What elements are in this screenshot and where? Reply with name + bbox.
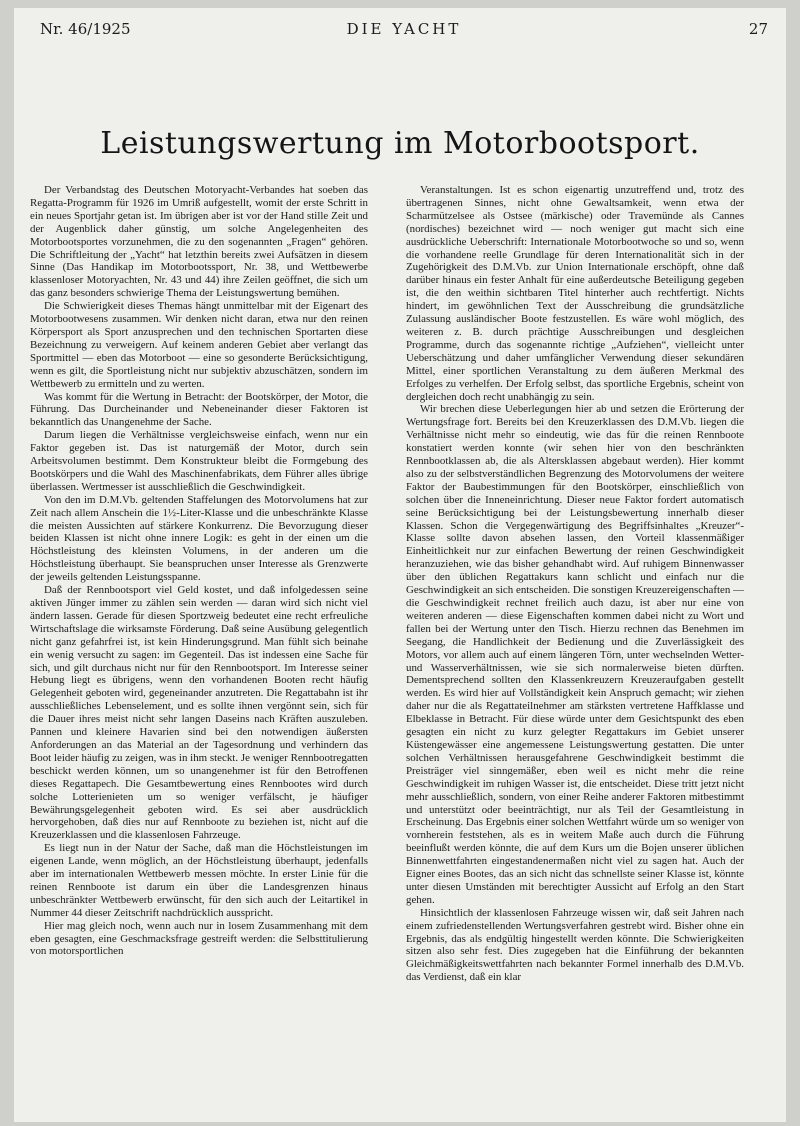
paragraph: Darum liegen die Verhältnisse vergleichsweise einfach, wenn nur ein Faktor gegeben ist. Das ist naturgemäß der Motor, durch sein Arbeitsvolumen bestimmt. Dem Konstrukteur bleibt die Formgebung des Bootskörpers und die Wahl des Maschinenfabrikats, dem Führer alles übrige überlassen. Wertmesser ist ausschließlich die Geschwindigkeit. — [30, 429, 368, 493]
right-column — [406, 184, 744, 1114]
paragraph: Veranstaltungen. Ist es schon eigenartig unzutreffend und, trotz des übertragenen Sinnes, nicht ohne Gewaltsamkeit, wenn etwa der Scharmützelsee als Ostsee (märkische) oder Travemünde als Cannes (nordisches) bezeichnet wird — noch weniger gut macht sich eine ausdrückliche Ueberschrift: Internationale Motorbootwoche so und so, wenn die vorhandene reelle Grundlage für deren Internationalität sich in der Zugehörigkeit des D.M.Vb. zur Union Internationale erschöpft, ohne daß darüber hinaus ein fester Anhalt für eine außerdeutsche Beteiligung gegeben ist, die den weithin sichtbaren Titel hinterher auch rechtfertigt. Nichts hindert, im gewöhnlichen Text der Ausschreibung die grundsätzliche Zulassung ausländischer Boote festzustellen. Es wäre wohl möglich, des weiteren z. B. durch prächtige Ausschreibungen und desgleichen Programme, durch das sogenannte richtige „Aufziehen“, vielleicht unter Ueberschätzung und daher umfänglicher Verwendung dieser sekundären Mittel, einer sportlichen Veranstaltung zu dem äußeren Merkmal des Erfolges zu verhelfen. Der Erfolg selbst, das sportliche Ergebnis, scheint von dergleichen doch recht unabhängig zu sein. — [406, 184, 744, 403]
paragraph: Wir brechen diese Ueberlegungen hier ab und setzen die Erörterung der Wertungsfrage fort. Bereits bei den Kreuzerklassen des D.M.Vb. liegen die Verhältnisse nicht mehr so eindeutig, wie das für die reinen Rennboote konstatiert werden konnte (wir sehen hier von den beschränkten Rennbootklassen ab, die als Altersklassen abgebaut werden). Hier kommt also zu der selbstverständlichen Begrenzung des Motorvolumens der weitere Faktor der Baubestimmungen für den Bootskörper, einschließlich von solchen über die Inneneinrichtung. Dieser neue Faktor fordert automatisch seine Berücksichtigung bei der Leistungsbewertung innerhalb dieser Klassen. Schon die Vergegenwärtigung des Begriffsinhaltes „Kreuzer“-Klasse sollte davon absehen lassen, den Vorteil klassenmäßiger Einheitlichkeit nur zur einfachen Bewertung der reinen Geschwindigkeit heranzuziehen, wie das bisher gehandhabt wird. Auf ruhigem Binnenwasser über den üblichen Regattakurs kann schlicht und einfach nur die Geschwindigkeit an sich entscheiden. Die sonstigen Kreuzereigenschaften — die Geschwindigkeit rechnet freilich auch dazu, ist aber nur eine von weiteren anderen — diese Eigenschaften kommen dabei nicht zu Wort und fallen bei der Wertung unter den Tisch. Hierzu rechnen das Benehmen im Seegang, die Handlichkeit der Bedienung und die Zuverlässigkeit des Motors, vor allem auch auf einem längeren Törn, unter wechselnden Wetter- und Wasserverhältnissen, wie sie sich normalerweise bieten dürften. Dementsprechend sollten den Klassenkreuzern Kreuzeraufgaben gestellt werden. Es wird hier auf Vollständigkeit kein Anspruch gemacht; wir ziehen daher nur die als Regattateilnehmer am stärksten vertretene Haffklasse und Elbeklasse in Betracht. Für diese würde unter dem Gesichtspunkt des eben gesagten ein nicht zu kurz gelegter Regattakurs im Gebiet unserer Küstengewässer eine angemessene Leistungswertung gestatten. Die unter solchen Verhältnissen herausgefahrene Geschwindigkeit bestimmt die Preisträger viel sinngemäßer, eben weil es nicht mehr die reine Geschwindigkeit im ruhigen Wasser ist, die entscheidet. Diese tritt jetzt nicht mehr ausschließlich, sondern, von einer Reihe anderer Faktoren mitbestimmt und unterstützt oder beeinträchtigt, nur als Teil der Gesamtleistung in Erscheinung. Das Ergebnis einer solchen Wettfahrt würde um so weniger von vornherein feststehen, als es in weitem Maße auch durch die Führung beeinflußt werden könnte, die auf dem Kurs um die Bojen unserer üblichen Binnenwettfahrten eingestandenermaßen nicht viel zu sagen hat. Auch der Eigner eines Bootes, das an sich nicht das schnellste seiner Klasse ist, könnte unter diesen Umständen mit berechtigter Aussicht auf Erfolg an den Start gehen. — [406, 403, 744, 906]
paragraph: Hinsichtlich der klassenlosen Fahrzeuge wissen wir, daß seit Jahren nach einem zufriedenstellenden Wertungsverfahren gestrebt wird. Bisher ohne ein Ergebnis, das als endgültig hingestellt werden könnte. Die Schwierigkeiten sitzen also sehr fest. Dies zugegeben hat die Einführung der bekannten Gleichmäßigkeitswettfahrten nach bekannter Formel innerhalb des D.M.Vb. das Verdienst, daß ein klar — [406, 906, 744, 984]
paragraph: Daß der Rennbootsport viel Geld kostet, und daß infolgedessen seine aktiven Jünger immer zu zählen sein werden — daran wird sich nicht viel ändern lassen. Gerade für diesen Sportzweig bedeutet eine recht erfreuliche Wirtschaftslage die wirksamste Förderung. Daß seine Ausübung gelegentlich nicht ganz gefahrfrei ist, ist kein Hinderungsgrund. Man fühlt sich beinahe ein wenig versucht zu sagen: im Gegenteil. Das ist indessen eine Sache für sich, und gilt durchaus nicht nur für den Rennbootsport. Im Interesse seiner Hebung liegt es übrigens, wenn den vorhandenen Booten recht häufig Gelegenheit geboten wird, gegeneinander anzutreten. Die Regattabahn ist ihr ausschließliches Lebenselement, und es sollte ihnen vergönnt sein, sich für die Dauer ihres meist nicht sehr langen Daseins nach Kräften auszuleben. Pannen und kleinere Havarien sind bei den notwendigen äußersten Anforderungen an das Material an der Tagesordnung und verhindern das Boot leider häufig zu zeigen, was in ihm steckt. Je weniger Rennbootregatten beschickt werden können, um so unangenehmer ist für den Betroffenen dieses Regattapech. Die Gesamtbewertung eines Rennbootes wird durch solche Lotterienieten um so weniger verfälscht, je häufiger Bewährungsgelegenheit geboten wird. Es sei aber ausdrücklich hervorgehoben, daß dies nur auf Rennboote zu beziehen ist, nicht auf die Kreuzerklassen und die klassenlosen Fahrzeuge. — [30, 584, 368, 842]
issue-number: Nr. 46/1925 — [40, 20, 131, 38]
article-title: Leistungswertung im Motorbootsport. — [100, 126, 700, 161]
magazine-page — [14, 8, 786, 1122]
paragraph: Es liegt nun in der Natur der Sache, daß man die Höchstleistungen im eigenen Lande, wenn möglich, an der Höchstleistung überhaupt, jedenfalls aber im internationalen Wettbewerb messen möchte. In erster Linie für die reinen Rennboote ist darum ein über die Landesgrenzen hinaus unbeschränkter Wettbewerb erwünscht, für den sich auch der Leitartikel in Nummer 44 dieser Zeitschrift nachdrücklich ausspricht. — [30, 842, 368, 919]
paragraph: Die Schwierigkeit dieses Themas hängt unmittelbar mit der Eigenart des Motorbootwesens zusammen. Wir denken nicht daran, etwa nur den reinen Körpersport als Sport anzusprechen und den technischen Sportarten diese Bezeichnung zu verweigern. Auf keinem anderen Gebiet aber verlangt das Sportmittel — eben das Motorboot — eine so gesonderte Berücksichtigung, wenn es gilt, die Sportleistung nicht nur subjektiv abzuschätzen, sondern im Wettbewerb zu ermitteln und zu werten. — [30, 300, 368, 390]
page-header — [40, 20, 768, 42]
paragraph: Was kommt für die Wertung in Betracht: der Bootskörper, der Motor, die Führung. Das Durcheinander und Nebeneinander dieser Faktoren ist bekanntlich das Unangenehme der Sache. — [30, 390, 368, 429]
paragraph: Der Verbandstag des Deutschen Motoryacht-Verbandes hat soeben das Regatta-Programm für 1926 im Umriß aufgestellt, womit der erste Schritt in ein neues Sportjahr getan ist. Im übrigen aber ist vor der Hand stille Zeit und der Augenblick daher günstig, um solche Angelegenheiten des Motorbootsportes vorzunehmen, die zu den sogenannten „Fragen“ gehören. Die Schriftleitung der „Yacht“ hat letzthin bereits zwei Aufsätzen in diesem Sinne (Das Handikap im Motorbootssport, Nr. 38, und Wettbewerbe klassenloser Motoryachten, Nr. 43 und 44) ihre Zeilen geöffnet, die sich um das ganz besonders schwierige Thema der Leistungswertung bemühen. — [30, 184, 368, 300]
left-column — [30, 184, 368, 1114]
journal-title: DIE YACHT — [346, 20, 462, 38]
paragraph: Von den im D.M.Vb. geltenden Staffelungen des Motorvolumens hat zur Zeit nach allem Anschein die 1½-Liter-Klasse und die unbeschränkte Klasse die meisten Aussichten auf stärkere Konkurrenz. Die Bevorzugung dieser beiden Klassen ist nicht ohne innere Logik: es geht in der einen um die Höchstleistung des kleinsten Volumens, in der anderen um die Höchstleistung überhaupt. Sie beanspruchen unser Interesse als Grenzwerte der jeweils geltenden Leistungsspanne. — [30, 493, 368, 584]
page-number: 27 — [748, 20, 768, 38]
paragraph: Hier mag gleich noch, wenn auch nur in losem Zusammenhang mit dem eben gesagten, eine Geschmacksfrage gestreift werden: die Selbsttitulierung von motorsportlichen — [30, 919, 368, 958]
